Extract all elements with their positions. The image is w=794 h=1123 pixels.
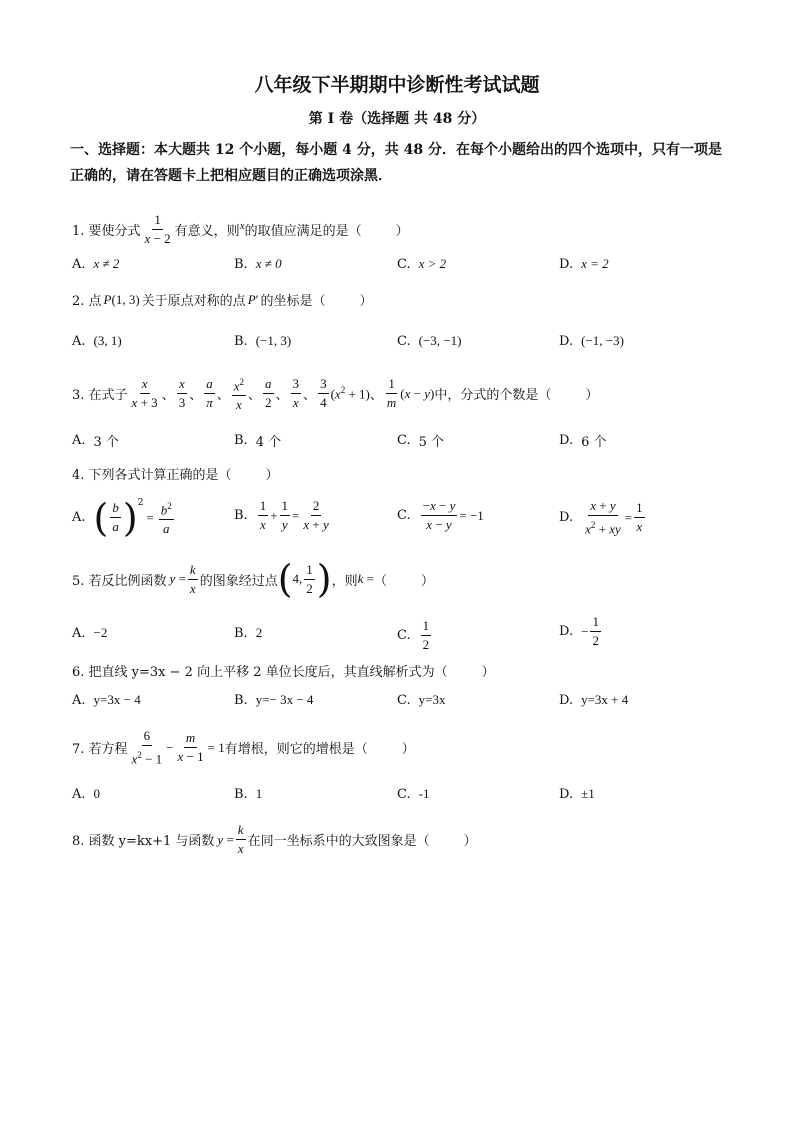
question-7: 7. 若方程 $\frac{6}{x^2 - 1}$ − $\frac{m}{x - 1}$ = 1 有增根，则它的增根是（ ） [72,728,415,767]
q6-option-b[interactable]: B. y=− 3x − 4 [234,692,314,708]
question-2: 2. 点 P(1, 3) 关于原点对称的点 P′ 的坐标是（ ） [72,291,373,309]
q1-option-c[interactable]: C. x > 2 [397,256,447,272]
section-subtitle: 第 I 卷（选择题 共 48 分） [308,111,486,127]
q2-option-b[interactable]: B. (−1, 3) [234,333,292,349]
q6-option-a[interactable]: A. y=3x − 4 [72,692,141,708]
q6-option-c[interactable]: C. y=3x [397,692,446,708]
q3-option-a[interactable]: A. 3 个 [72,433,119,450]
q6-option-d[interactable]: D. y=3x + 4 [559,692,629,708]
q7-option-a[interactable]: A. 0 [72,786,101,802]
question-1: 1. 要使分式 $\frac{1}{x - 2}$ 有意义，则 x 的取值应满足的是（ ） [72,212,409,246]
q1-option-d[interactable]: D. x = 2 [559,256,609,272]
q5-option-a[interactable]: A. −2 [72,625,108,641]
question-6: 6. 把直线 y=3x − 2 向上平移 2 单位长度后，其直线解析式为（ ） [72,665,495,680]
q2-option-c[interactable]: C. (−3, −1) [397,333,462,349]
question-3: 3. 在式子 $\frac{x}{x + 3}$ 、 $\frac{x}{3}$ 、 $\frac{a}{\pi}$ 、 $\frac{x^2}{x}$ 、 $\frac{a}{2}$ 、 $\frac{3}{x}$ 、 $\frac{3}{4}$ $(x^2 + 1)$ 、 $\frac{1}{m}$ (x − y) 中，分式的个数是（ ） [72,374,598,413]
q5-option-d[interactable]: D. − $\frac{1}{2}$ [559,614,599,648]
q3-option-b[interactable]: B. 4 个 [234,433,282,450]
q1-option-b[interactable]: B. x ≠ 0 [234,256,282,272]
q2-option-d[interactable]: D. (−1, −3) [559,333,624,349]
question-8: 8. 函数 y=kx+1 与函数 y = $\frac{k}{x}$ 在同一坐标系中的大致图象是（ ） [72,822,477,856]
q1-fraction: $\frac{1}{x - 2}$ [144,212,171,246]
question-5: 5. 若反比例函数 y = $\frac{k}{x}$ 的图象经过点 ( 4, $\frac{1}{2}$ ) ，则 k = （ ） [72,557,435,601]
q7-option-d[interactable]: D. ±1 [559,786,595,802]
question-4: 4. 下列各式计算正确的是（ ） [72,468,279,483]
q4-option-c[interactable]: C. $\frac{-x - y}{x - y}$ = −1 [397,498,484,532]
q4-option-a[interactable]: A. ( $\frac{b}{a}$ ) $^2$ = $\frac{b^2}{a}$ [72,495,172,540]
q3-option-c[interactable]: C. 5 个 [397,433,445,450]
q5-option-c[interactable]: C. $\frac{1}{2}$ [397,618,430,652]
page-title: 八年级下半期期中诊断性考试试题 [254,74,540,96]
q4-option-b[interactable]: B. $\frac{1}{x}$ + $\frac{1}{y}$ = $\frac{2}{x + y}$ [234,498,329,532]
q7-option-b[interactable]: B. 1 [234,786,263,802]
section-instructions: 一、选择题：本大题共 12 个小题，每小题 4 分，共 48 分．在每个小题给出的四个选项中，只有一项是正确的，请在答题卡上把相应题目的正确选项涂黑． [70,142,722,184]
q4-option-d[interactable]: D. $\frac{x + y}{x^2 + xy}$ = $\frac{1}{x}$ [559,498,643,537]
q5-option-b[interactable]: B. 2 [234,625,263,641]
q1-option-a[interactable]: A. x ≠ 2 [72,256,120,272]
q7-option-c[interactable]: C. -1 [397,786,430,802]
q3-option-d[interactable]: D. 6 个 [559,433,607,450]
q2-option-a[interactable]: A. (3, 1) [72,333,122,349]
